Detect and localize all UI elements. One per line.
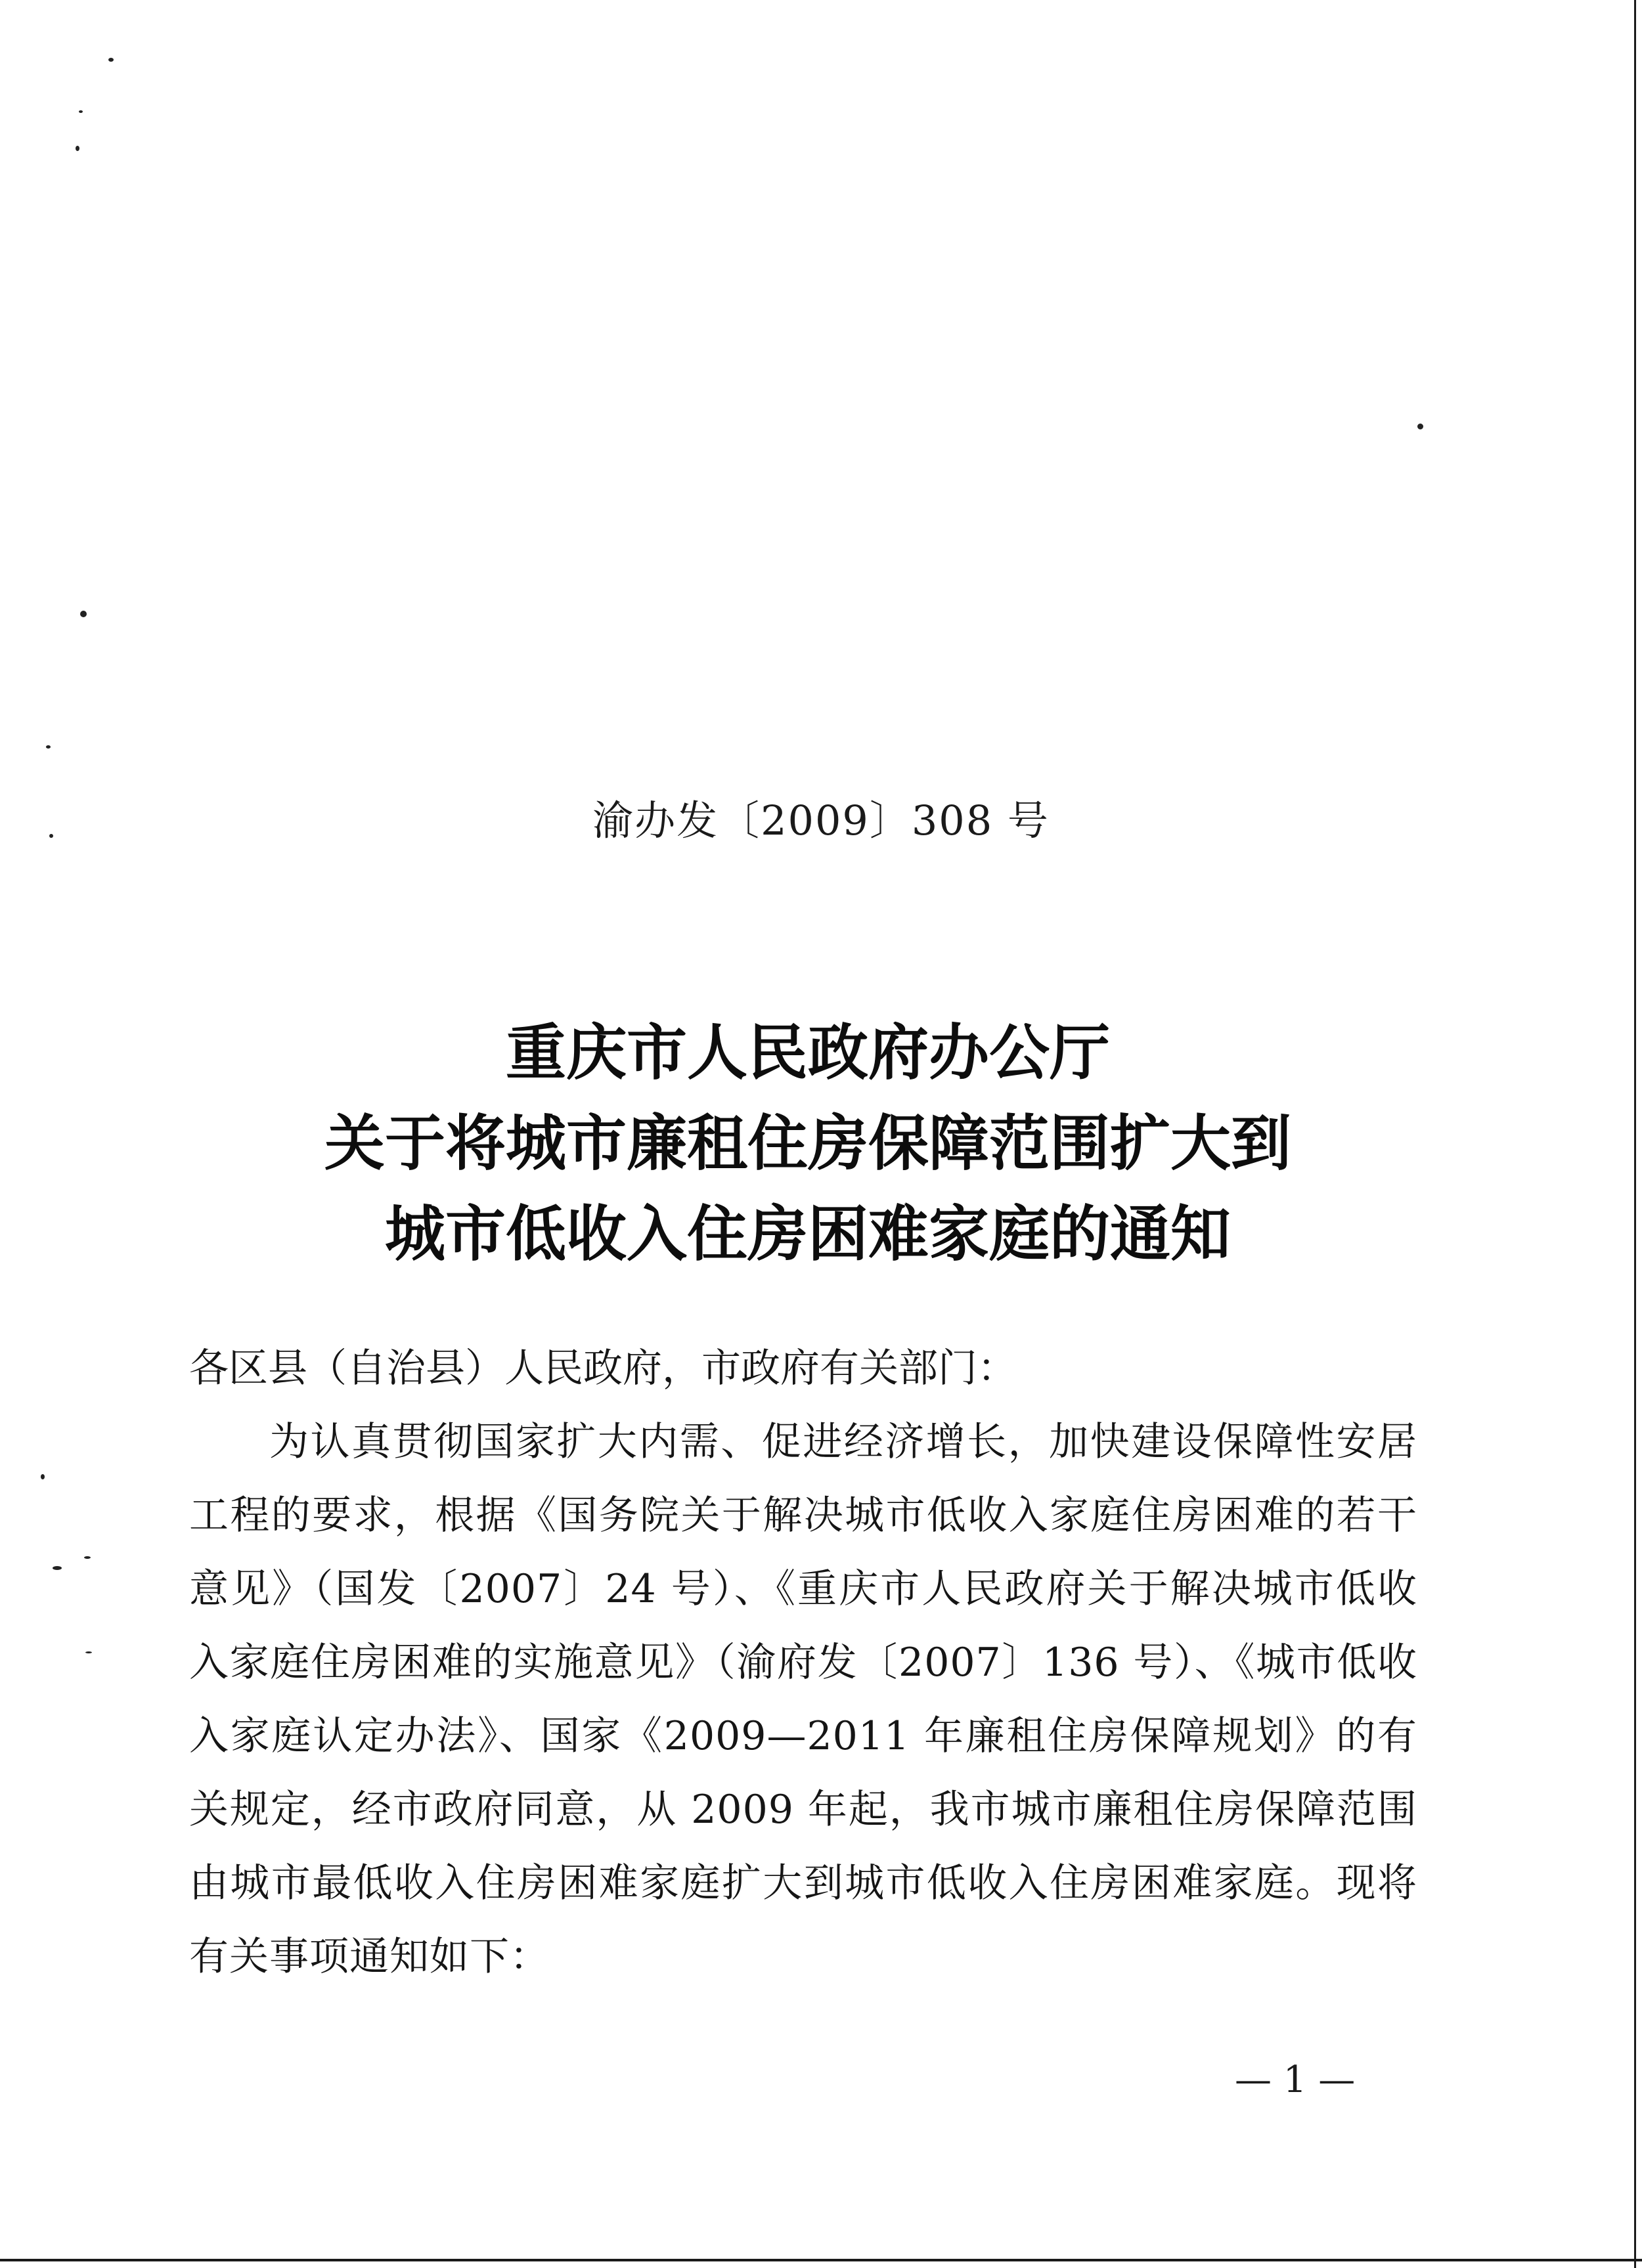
scan-speck [53,1566,62,1570]
scan-speck [46,745,51,749]
scan-speck [1417,424,1423,429]
scan-speck [41,1474,45,1479]
scan-edge-bottom [0,2259,1642,2261]
scan-speck [84,1556,91,1559]
scan-speck [80,611,87,617]
page-number: — 1 — [1235,2059,1356,2101]
document-body [189,1332,1417,1994]
title-line-1: 重庆市人民政府办公厅 [505,1018,1110,1088]
title-line-3: 城市低收入住房困难家庭的通知 [384,1199,1231,1269]
scan-speck [79,110,83,113]
document-number: 渝办发〔2009〕308 号 [592,796,1050,844]
scan-speck [76,146,79,151]
title-line-2: 关于将城市廉租住房保障范围扩大到 [324,1108,1291,1179]
paragraph-1: 为认真贯彻国家扩大内需、促进经济增长，加快建设保障性安居工程的要求，根据《国务院关于解决城市低收入家庭住房困难的若干意见》（国发〔2007〕24 号）、《重庆市人民政府关于解决城市低收入家庭住房困难的实施意见》（渝府发〔2007〕136 号）、《城市低收入家庭认定办法》、国家《2009—2011 年廉租住房保障规划》的有关规定，经市政府同意，从 2009 年起，我市城市廉租住房保障范围由城市最低收入住房困难家庭扩大到城市低收入住房困难家庭。现将有关事项通知如下： [189,1419,1417,1980]
document-title [0,1008,1616,1280]
scan-edge-right [1634,0,1636,2268]
scan-speck [85,1651,92,1653]
scan-speck [108,58,114,62]
salutation: 各区县（自治县）人民政府，市政府有关部门： [189,1345,1017,1391]
